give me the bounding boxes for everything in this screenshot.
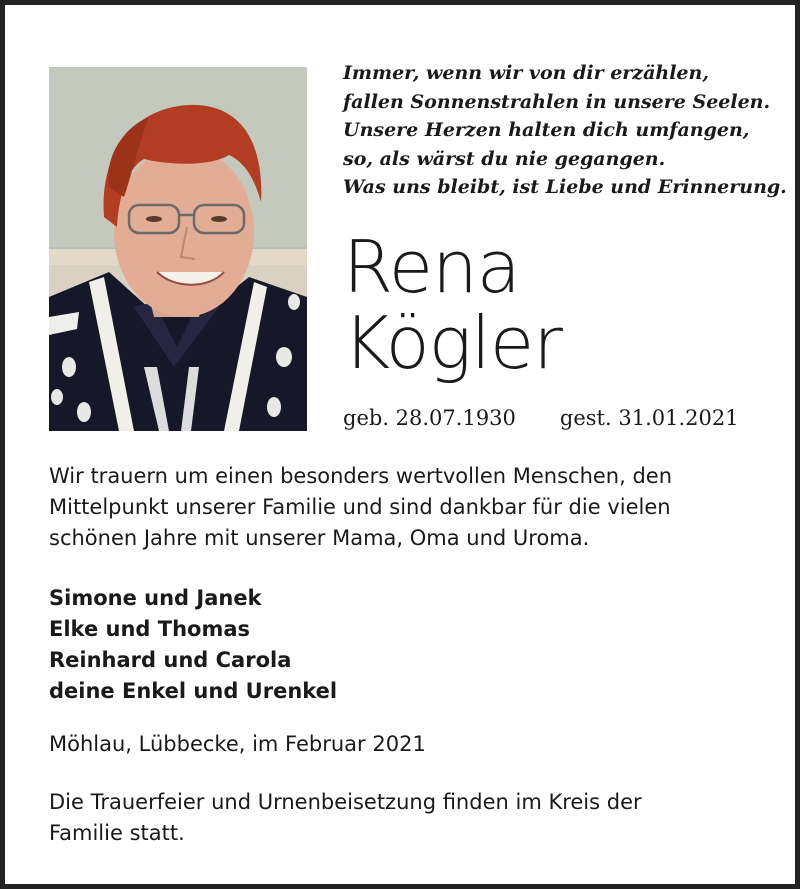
death-date: gest. 31.01.2021 (559, 406, 739, 430)
mourning-line: Wir trauern um einen besonders wertvollen Menschen, den (49, 464, 673, 488)
mourning-line: schönen Jahre mit unserer Mama, Oma und Uroma. (49, 526, 590, 550)
family-line: Elke und Thomas (49, 617, 250, 641)
mourning-text (49, 461, 769, 554)
first-name: Rena (343, 225, 520, 309)
family-line: Simone und Janek (49, 586, 262, 610)
family-line: Reinhard und Carola (49, 648, 292, 672)
ceremony-line: Familie statt. (49, 821, 185, 845)
birth-date: geb. 28.07.1930 (343, 406, 516, 430)
poem-line: Unsere Herzen halten dich umfangen, (343, 119, 750, 141)
poem-line: fallen Sonnenstrahlen in unsere Seelen. (343, 90, 771, 113)
deceased-name (343, 225, 562, 385)
life-dates (343, 403, 739, 433)
mourning-line: Mittelpunkt unserer Familie und sind dankbar für die vielen (49, 495, 671, 519)
place-date-line: Möhlau, Lübbecke, im Februar 2021 (49, 732, 426, 756)
place-date (49, 729, 769, 760)
poem-line: so, als wärst du nie gegangen. (343, 147, 666, 170)
last-name: Kögler (343, 301, 562, 385)
poem-line: Immer, wenn wir von dir erzählen, (343, 62, 709, 84)
poem (343, 59, 787, 202)
portrait-photo (49, 67, 307, 431)
poem-line: Was uns bleibt, ist Liebe und Erinnerung. (343, 176, 787, 198)
ceremony-line: Die Trauerfeier und Urnenbeisetzung finden im Kreis der (49, 790, 642, 814)
family-signatures (49, 583, 769, 707)
family-line: deine Enkel und Urenkel (49, 679, 338, 703)
ceremony-text (49, 787, 769, 849)
